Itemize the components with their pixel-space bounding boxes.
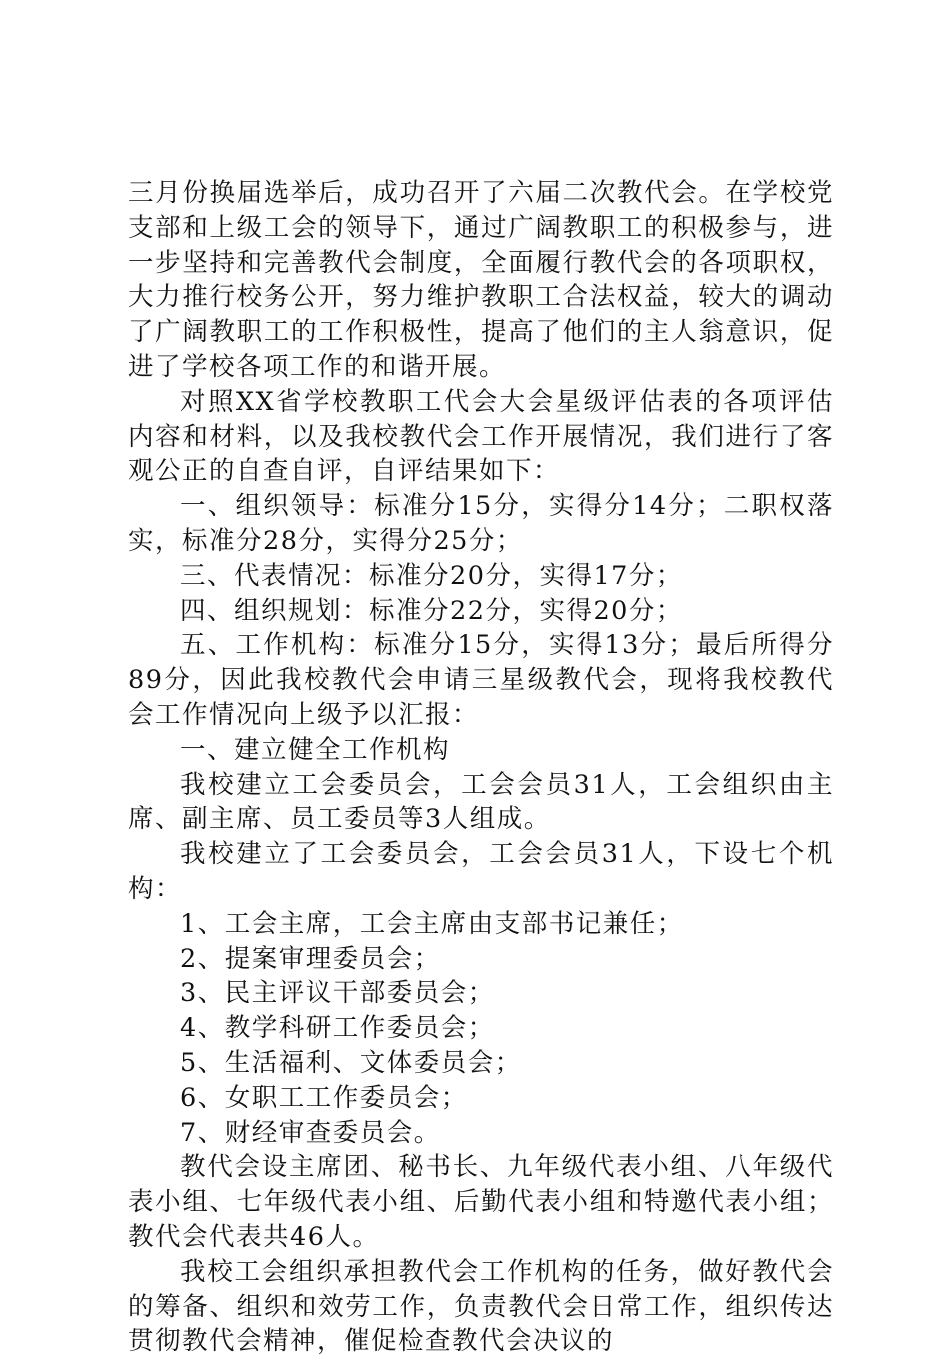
list-item: 3、民主评议干部委员会； [180, 978, 495, 1009]
section-heading: 一、建立健全工作机构 [180, 734, 451, 765]
paragraph-3: 一、组织领导：标准分15分，实得分14分；二职权落实，标准分28分，实得分25分； [128, 491, 834, 556]
list-item: 1、工会主席，工会主席由支部书记兼任； [180, 908, 684, 939]
paragraph-1: 三月份换届选举后，成功召开了六届二次教代会。在学校党支部和上级工会的领导下，通过广阔教职工的积极参与，进一步坚持和完善教代会制度，全面履行教代会的各项职权，大力推行校务公开，努力维护教职工合法权益，较大的调动了广阔教职工的工作积极性，提高了他们的主人翁意识，促进了学校各项工作的和谐开展。 [128, 178, 834, 382]
paragraph-2: 对照XX省学校教职工代会大会星级评估表的各项评估内容和材料，以及我校教代会工作开展情况，我们进行了客观公正的自查自评，自评结果如下： [128, 386, 834, 487]
paragraph-8: 我校建立工会委员会，工会会员31人，工会组织由主席、副主席、员工委员等3人组成。 [128, 769, 834, 835]
list-item: 7、财经审查委员会。 [180, 1117, 441, 1148]
paragraph-5: 四、组织规划：标准分22分，实得20分； [180, 595, 683, 626]
list-item: 2、提案审理委员会； [180, 943, 441, 974]
document-body [128, 176, 834, 1359]
paragraph-18: 我校工会组织承担教代会工作机构的任务，做好教代会的筹备、组织和效劳工作，负责教代会日常工作，组织传达贯彻教代会精神，催促检查教代会决议的 [128, 1256, 834, 1357]
paragraph-9: 我校建立了工会委员会，工会会员31人，下设七个机构： [128, 839, 834, 904]
list-item: 4、教学科研工作委员会； [180, 1013, 495, 1044]
paragraph-17: 教代会设主席团、秘书长、九年级代表小组、八年级代表小组、七年级代表小组、后勤代表小组和特邀代表小组；教代会代表共46人。 [128, 1152, 834, 1252]
paragraph-4: 三、代表情况：标准分20分，实得17分； [180, 560, 683, 591]
paragraph-6: 五、工作机构：标准分15分，实得13分；最后所得分89分，因此我校教代会申请三星级教代会，现将我校教代会工作情况向上级予以汇报： [128, 630, 834, 730]
list-item: 5、生活福利、文体委员会； [180, 1047, 522, 1078]
list-item: 6、女职工工作委员会； [180, 1082, 468, 1113]
